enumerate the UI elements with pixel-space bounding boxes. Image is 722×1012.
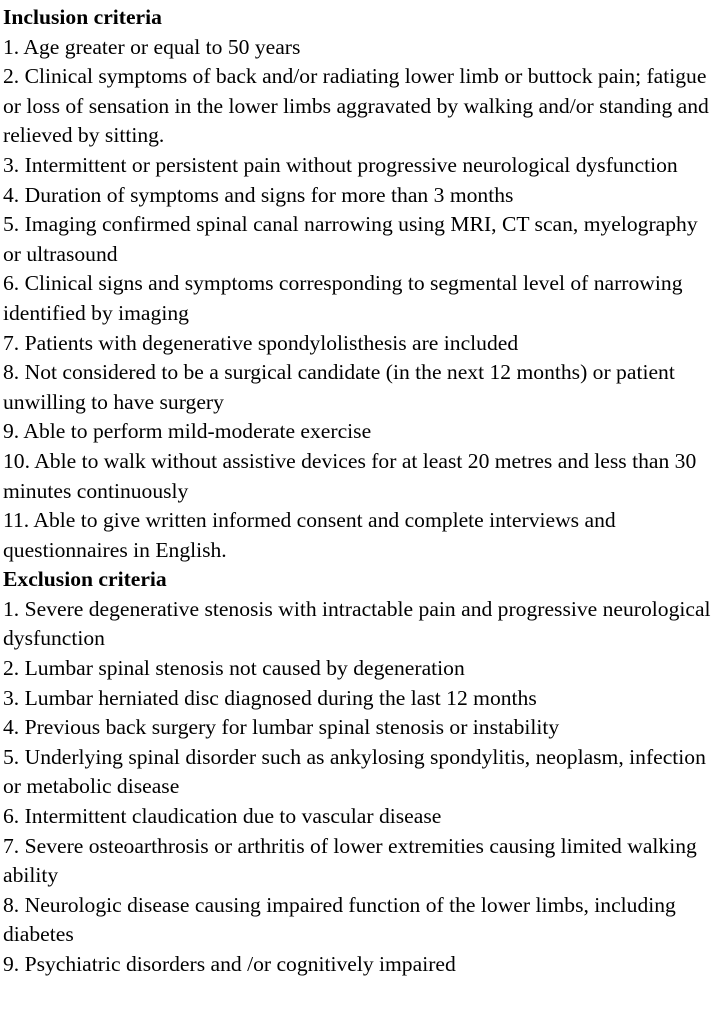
exclusion-item: 9. Psychiatric disorders and /or cognitively impaired (3, 952, 456, 976)
inclusion-item: 8. Not considered to be a surgical candidate (in the next 12 months) or patient unwilling to have surgery (3, 360, 675, 414)
exclusion-item: 6. Intermittent claudication due to vascular disease (3, 804, 442, 829)
inclusion-item: 11. Able to give written informed consent and complete interviews and questionnaires in English. (3, 508, 616, 562)
exclusion-item: 8. Neurologic disease causing impaired function of the lower limbs, including diabetes (3, 892, 676, 947)
exclusion-section (3, 565, 719, 979)
exclusion-heading: Exclusion criteria (3, 567, 167, 592)
inclusion-item: 9. Able to perform mild-moderate exercise (3, 419, 372, 444)
inclusion-section (3, 3, 719, 565)
exclusion-item: 1. Severe degenerative stenosis with intractable pain and progressive neurological dysfunction (3, 596, 711, 651)
inclusion-item: 5. Imaging confirmed spinal canal narrowing using MRI, CT scan, myelography or ultrasound (3, 212, 698, 266)
exclusion-item: 2. Lumbar spinal stenosis not caused by degeneration (3, 656, 465, 681)
inclusion-item: 10. Able to walk without assistive devices for at least 20 metres and less than 30 minutes continuously (3, 448, 697, 503)
inclusion-item: 2. Clinical symptoms of back and/or radiating lower limb or buttock pain; fatigue or loss of sensation in the lower limbs aggravated by walking and/or standing and relieved by sitting. (3, 64, 709, 148)
exclusion-item: 7. Severe osteoarthrosis or arthritis of lower extremities causing limited walking ability (3, 833, 697, 888)
inclusion-item: 6. Clinical signs and symptoms corresponding to segmental level of narrowing identified by imaging (3, 271, 683, 325)
inclusion-item: 7. Patients with degenerative spondylolisthesis are included (3, 330, 519, 355)
inclusion-item: 1. Age greater or equal to 50 years (3, 34, 301, 59)
exclusion-item: 3. Lumbar herniated disc diagnosed during the last 12 months (3, 685, 537, 710)
inclusion-item: 4. Duration of symptoms and signs for more than 3 months (3, 182, 514, 207)
inclusion-list (3, 33, 719, 566)
exclusion-item: 5. Underlying spinal disorder such as ankylosing spondylitis, neoplasm, infection or metabolic disease (3, 744, 706, 799)
exclusion-list (3, 595, 719, 980)
inclusion-heading: Inclusion criteria (3, 5, 162, 29)
exclusion-item: 4. Previous back surgery for lumbar spinal stenosis or instability (3, 715, 560, 740)
inclusion-item: 3. Intermittent or persistent pain without progressive neurological dysfunction (3, 152, 678, 177)
